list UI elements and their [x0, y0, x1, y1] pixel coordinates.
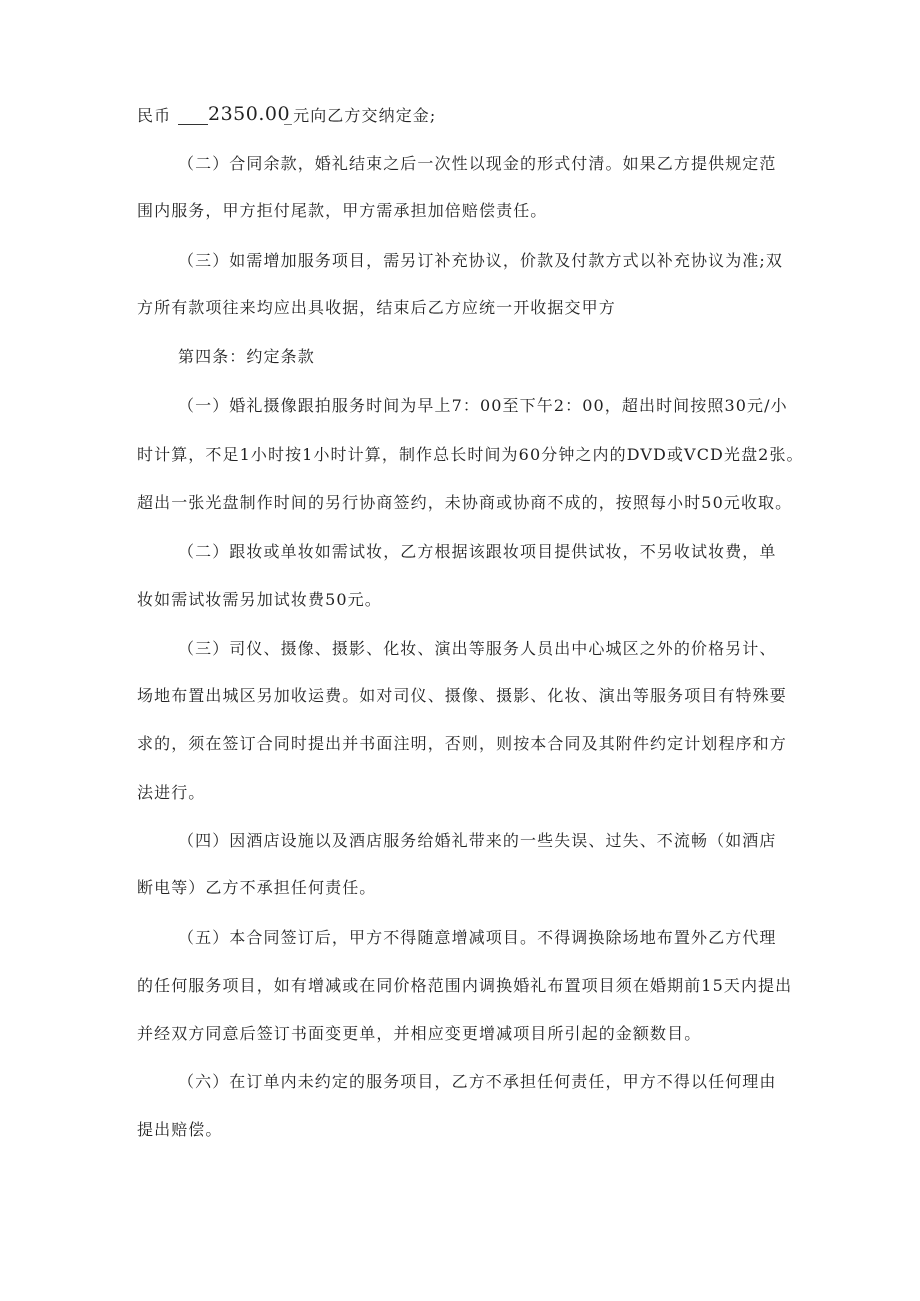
- paragraph-text: （五）本合同签订后，甲方不得随意增减项目。不得调换除场地布置外乙方代理: [178, 928, 777, 947]
- deposit-amount: 2350.00: [208, 103, 291, 125]
- paragraph-text: （六）在订单内未约定的服务项目，乙方不承担任何责任，甲方不得以任何理由: [178, 1072, 777, 1091]
- paragraph-text: （三）如需增加服务项目，需另订补充协议，价款及付款方式以补充协议为准;双: [178, 251, 783, 270]
- deposit-prefix: 民币: [137, 106, 172, 125]
- paragraph-text: 方所有款项往来均应出具收据，结束后乙方应统一开收据交甲方: [137, 298, 616, 317]
- paragraph-text: 围内服务，甲方拒付尾款，甲方需承担加倍赔偿责任。: [137, 201, 548, 220]
- paragraph-text: 并经双方同意后签订书面变更单，并相应变更增减项目所引起的金额数目。: [137, 1024, 702, 1043]
- section-heading-text: 第四条：约定条款: [178, 347, 315, 366]
- paragraph-text: 超出一张光盘制作时间的另行协商签约，未协商或协商不成的，按照每小时50元收取。: [137, 493, 793, 512]
- deposit-blank: [178, 106, 208, 125]
- paragraph-text: 求的，须在签订合同时提出并书面注明，否则，则按本合同及其附件约定计划程序和方: [137, 734, 787, 753]
- paragraph-text: 断电等）乙方不承担任何责任。: [137, 878, 377, 897]
- paragraph-text: 的任何服务项目，如有增减或在同价格范围内调换婚礼布置项目须在婚期前15天内提出: [137, 976, 793, 995]
- paragraph-text: 提出赔偿。: [137, 1120, 223, 1139]
- paragraph-text: （二）跟妆或单妆如需试妆，乙方根据该跟妆项目提供试妆，不另收试妆费，单: [178, 542, 777, 561]
- paragraph-text: 时计算，不足1小时按1小时计算，制作总长时间为60分钟之内的DVD或VCD光盘2张。: [137, 445, 804, 464]
- paragraph-text: （四）因酒店设施以及酒店服务给婚礼带来的一些失误、过失、不流畅（如酒店: [178, 831, 777, 850]
- paragraph-text: （一）婚礼摄像跟拍服务时间为早上7：00至下午2：00，超出时间按照30元/小: [178, 396, 788, 415]
- paragraph-text: （二）合同余款，婚礼结束之后一次性以现金的形式付清。如果乙方提供规定范: [178, 154, 777, 173]
- paragraph-text: 妆如需试妆需另加试妆费50元。: [137, 590, 382, 609]
- paragraph-text: （三）司仪、摄像、摄影、化妆、演出等服务人员出中心城区之外的价格另计、: [178, 639, 777, 658]
- paragraph-text: 法进行。: [137, 783, 206, 802]
- paragraph-text: 场地布置出城区另加收运费。如对司仪、摄像、摄影、化妆、演出等服务项目有特殊要: [137, 686, 787, 705]
- deposit-suffix: _元向乙方交纳定金;: [284, 106, 437, 125]
